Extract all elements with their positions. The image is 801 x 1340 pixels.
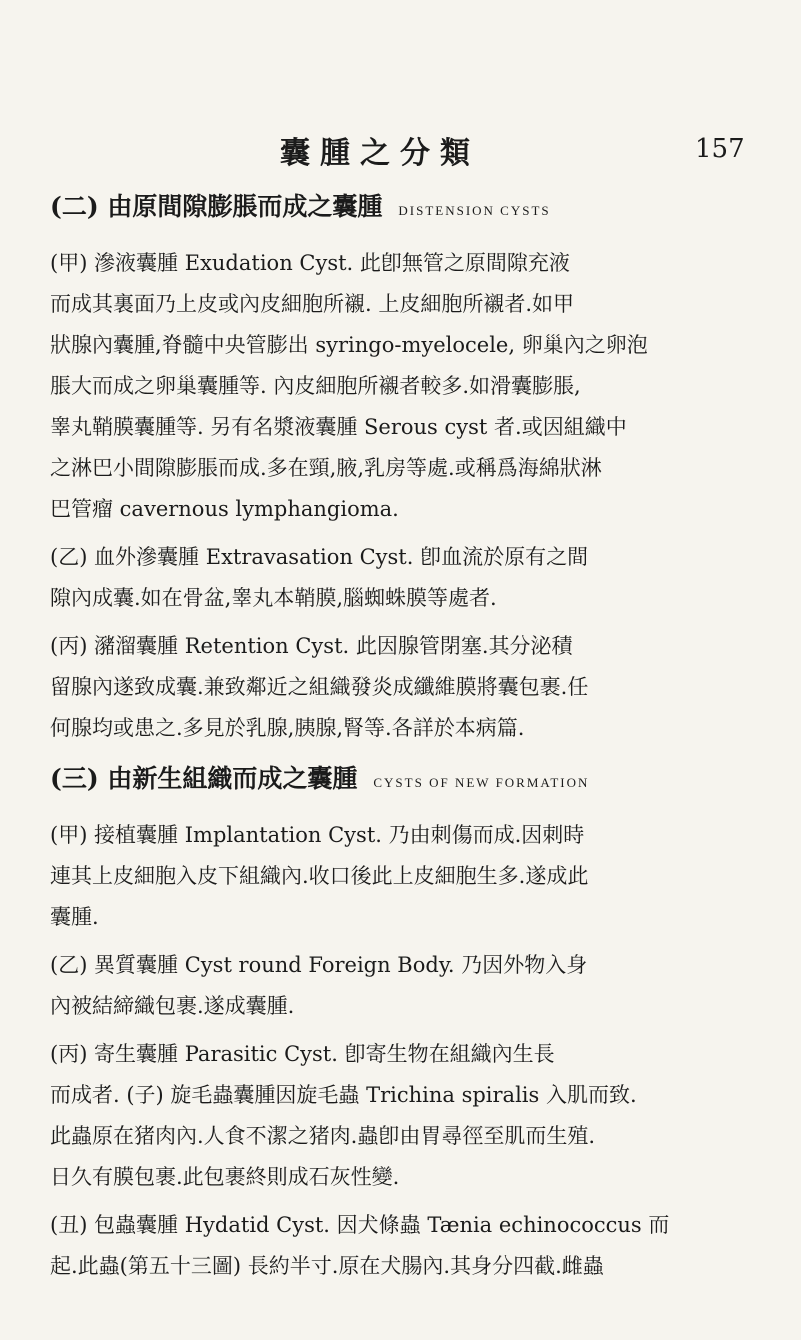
text-line: (乙) 血外滲囊腫 Extravasation Cyst. 卽血流於原有之間	[50, 545, 589, 569]
section-heading-new-formation: (三) 由新生組織而成之囊腫 CYSTS OF NEW FORMATION	[50, 764, 590, 793]
running-title: 囊腫之分類	[280, 136, 480, 171]
text-line: 日久有膜包裹.此包裹終則成石灰性變.	[50, 1165, 400, 1189]
text-line: (甲) 接植囊腫 Implantation Cyst. 乃由刺傷而成.因刺時	[50, 823, 585, 847]
text-line: (甲) 滲液囊腫 Exudation Cyst. 此卽無管之原間隙充液	[50, 251, 570, 275]
text-line: 脹大而成之卵巢囊腫等. 內皮細胞所襯者較多.如滑囊膨脹,	[50, 374, 581, 398]
text-line: 之淋巴小間隙膨脹而成.多在頸,腋,乳房等處.或稱爲海綿狀淋	[50, 456, 602, 480]
text-line: (乙) 異質囊腫 Cyst round Foreign Body. 乃因外物入身	[50, 953, 588, 977]
text-line: (丙) 瀦溜囊腫 Retention Cyst. 此因腺管閉塞.其分泌積	[50, 634, 573, 658]
text-line: 睾丸鞘膜囊腫等. 另有名漿液囊腫 Serous cyst 者.或因組織中	[50, 415, 627, 439]
text-line: 狀腺內囊腫,脊髓中央管膨出 syringo-myelocele, 卵巢內之卵泡	[50, 333, 648, 357]
section-heading-english: CYSTS OF NEW FORMATION	[373, 775, 590, 790]
text-line: (丑) 包蟲囊腫 Hydatid Cyst. 因犬條蟲 Tænia echinococcus 而	[50, 1213, 670, 1237]
section-heading-distension: (二) 由原間隙膨脹而成之囊腫 DISTENSION CYSTS	[50, 192, 551, 221]
text-line: 巴管瘤 cavernous lymphangioma.	[50, 497, 399, 521]
section-heading-english: DISTENSION CYSTS	[398, 203, 551, 218]
text-line: 起.此蟲(第五十三圖) 長約半寸.原在犬腸內.其身分四截.雌蟲	[50, 1254, 604, 1278]
text-line: 此蟲原在猪肉內.人食不潔之猪肉.蟲卽由胃尋徑至肌而生殖.	[50, 1124, 596, 1148]
text-line: 而成者. (子) 旋毛蟲囊腫因旋毛蟲 Trichina spiralis 入肌而致.	[50, 1083, 637, 1107]
text-line: 何腺均或患之.多見於乳腺,胰腺,腎等.各詳於本病篇.	[50, 716, 525, 740]
text-line: 連其上皮細胞入皮下組織內.收口後此上皮細胞生多.遂成此	[50, 864, 589, 888]
page-number: 157	[695, 134, 745, 164]
text-line: 囊腫.	[50, 905, 99, 929]
text-line: (丙) 寄生囊腫 Parasitic Cyst. 卽寄生物在組織內生長	[50, 1042, 555, 1066]
text-line: 留腺內遂致成囊.兼致鄰近之組織發炎成纖維膜將囊包裹.任	[50, 675, 589, 699]
text-line: 內被結締織包裹.遂成囊腫.	[50, 994, 295, 1018]
text-line: 而成其裏面乃上皮或內皮細胞所襯. 上皮細胞所襯者.如甲	[50, 292, 575, 316]
running-head	[0, 128, 801, 171]
text-line: 隙內成囊.如在骨盆,睾丸本鞘膜,腦蜘蛛膜等處者.	[50, 586, 497, 610]
